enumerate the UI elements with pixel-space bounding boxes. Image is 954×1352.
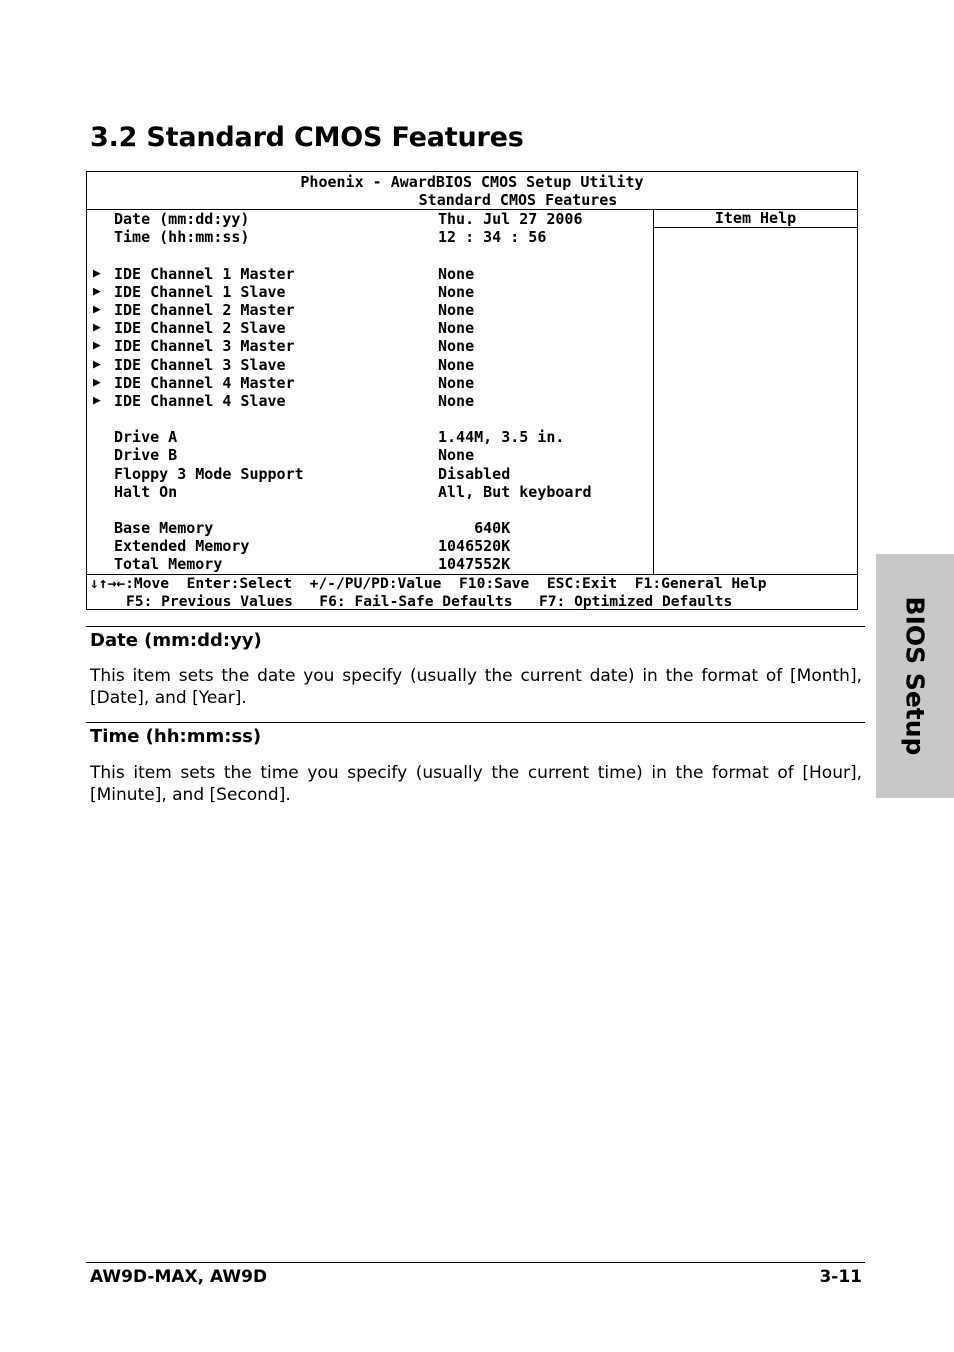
item-help-divider bbox=[654, 227, 857, 228]
side-tab-label: BIOS Setup bbox=[900, 596, 930, 756]
section-divider bbox=[86, 626, 865, 627]
bios-row-value: None bbox=[438, 446, 475, 464]
bios-subtitle: Standard CMOS Features bbox=[418, 191, 618, 209]
bios-row-label: IDE Channel 2 Master bbox=[114, 301, 295, 319]
bios-row-value: None bbox=[438, 283, 475, 301]
footer-page-number: 3-11 bbox=[819, 1267, 862, 1287]
bios-row-label: IDE Channel 3 Master bbox=[114, 337, 295, 355]
submenu-arrow-icon: ▶ bbox=[93, 393, 101, 408]
bios-row-value: None bbox=[438, 301, 475, 319]
submenu-arrow-icon: ▶ bbox=[93, 375, 101, 390]
bios-row-value: 1046520K bbox=[438, 537, 511, 555]
bios-row-label: Floppy 3 Mode Support bbox=[114, 465, 304, 483]
bios-row-label: Drive A bbox=[114, 428, 178, 446]
item-help-label: Item Help bbox=[714, 209, 797, 227]
time-heading: Time (hh:mm:ss) bbox=[90, 726, 262, 747]
bios-row-value: None bbox=[438, 265, 475, 283]
bios-row-label: IDE Channel 1 Slave bbox=[114, 283, 286, 301]
bios-row-value: None bbox=[438, 356, 475, 374]
time-description: This item sets the time you specify (usually the current time) in the format of [Hour], [Minute], and [Second]. bbox=[90, 763, 862, 805]
bios-row-label: IDE Channel 4 Slave bbox=[114, 392, 286, 410]
date-heading: Date (mm:dd:yy) bbox=[90, 630, 262, 651]
bios-row-label: Total Memory bbox=[114, 555, 223, 573]
footer-model: AW9D-MAX, AW9D bbox=[90, 1267, 268, 1287]
bios-title: Phoenix - AwardBIOS CMOS Setup Utility bbox=[300, 173, 644, 191]
bios-row-value: Disabled bbox=[438, 465, 511, 483]
submenu-arrow-icon: ▶ bbox=[93, 302, 101, 317]
bios-row-value: Thu. Jul 27 2006 bbox=[438, 210, 583, 228]
bios-row-value: None bbox=[438, 337, 475, 355]
bios-function-keys: F5: Previous Values F6: Fail-Safe Defaults F7: Optimized Defaults bbox=[126, 593, 733, 610]
section-divider bbox=[86, 722, 865, 723]
bios-row-label: Time (hh:mm:ss) bbox=[114, 228, 250, 246]
bios-row-label: Halt On bbox=[114, 483, 178, 501]
submenu-arrow-icon: ▶ bbox=[93, 284, 101, 299]
bios-key-legend: ↓↑→←:Move Enter:Select +/-/PU/PD:Value F10:Save ESC:Exit F1:General Help bbox=[90, 575, 767, 592]
page-title: 3.2 Standard CMOS Features bbox=[90, 122, 524, 153]
submenu-arrow-icon: ▶ bbox=[93, 357, 101, 372]
bios-row-label: IDE Channel 2 Slave bbox=[114, 319, 286, 337]
date-description: This item sets the date you specify (usually the current date) in the format of [Month], [Date], and [Year]. bbox=[90, 666, 862, 708]
bios-row-label: Extended Memory bbox=[114, 537, 250, 555]
submenu-arrow-icon: ▶ bbox=[93, 338, 101, 353]
bios-row-label: Date (mm:dd:yy) bbox=[114, 210, 250, 228]
submenu-arrow-icon: ▶ bbox=[93, 320, 101, 335]
footer-divider bbox=[86, 1262, 865, 1263]
bios-screen bbox=[86, 171, 858, 610]
bios-row-value: 640K bbox=[438, 519, 511, 537]
bios-row-label: IDE Channel 1 Master bbox=[114, 265, 295, 283]
bios-row-value: None bbox=[438, 319, 475, 337]
bios-row-value: 12 : 34 : 56 bbox=[438, 228, 547, 246]
bios-row-label: IDE Channel 3 Slave bbox=[114, 356, 286, 374]
bios-row-value: 1.44M, 3.5 in. bbox=[438, 428, 565, 446]
bios-row-value: All, But keyboard bbox=[438, 483, 592, 501]
side-tab bbox=[876, 554, 954, 798]
bios-row-value: None bbox=[438, 374, 475, 392]
bios-help-divider bbox=[653, 209, 654, 575]
bios-row-value: 1047552K bbox=[438, 555, 511, 573]
bios-row-label: Base Memory bbox=[114, 519, 214, 537]
bios-row-value: None bbox=[438, 392, 475, 410]
bios-row-label: Drive B bbox=[114, 446, 178, 464]
submenu-arrow-icon: ▶ bbox=[93, 266, 101, 281]
bios-row-label: IDE Channel 4 Master bbox=[114, 374, 295, 392]
